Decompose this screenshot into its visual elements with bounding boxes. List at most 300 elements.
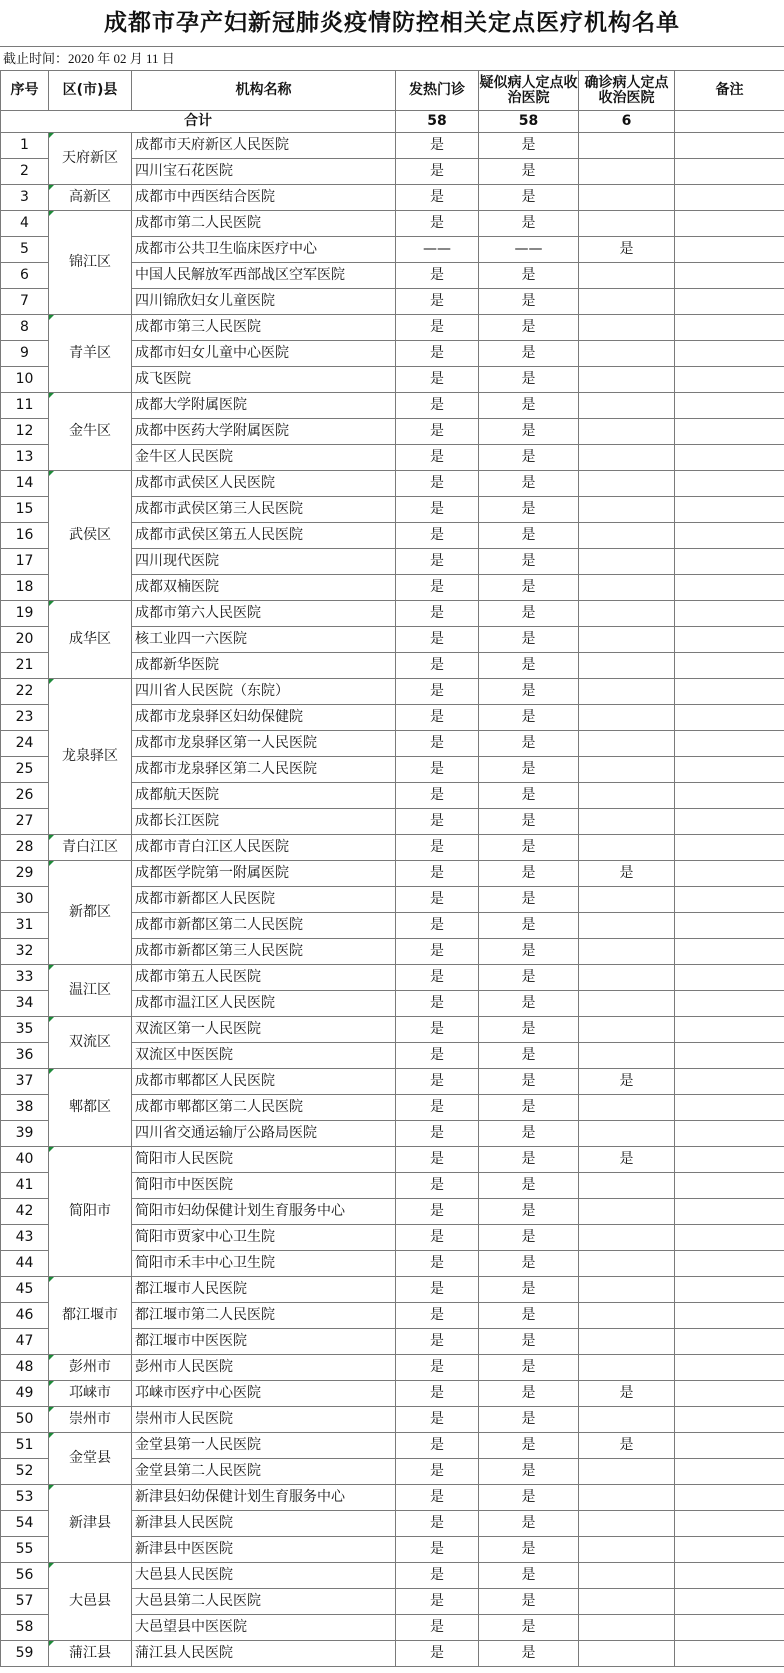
fever-clinic-cell: 是 xyxy=(396,1251,479,1277)
confirmed-hospital-cell xyxy=(579,419,675,445)
fever-clinic-cell: 是 xyxy=(396,471,479,497)
suspected-hospital-cell: 是 xyxy=(479,1277,579,1303)
note-cell xyxy=(675,627,784,653)
as-of-label: 截止时间： xyxy=(3,52,69,67)
row-number: 15 xyxy=(1,497,49,523)
confirmed-hospital-cell: 是 xyxy=(579,1069,675,1095)
district-cell: 金牛区 xyxy=(49,393,132,471)
confirmed-hospital-cell: 是 xyxy=(579,1147,675,1173)
suspected-hospital-cell: 是 xyxy=(479,809,579,835)
district-cell: 新都区 xyxy=(49,861,132,965)
suspected-hospital-cell: 是 xyxy=(479,1407,579,1433)
confirmed-hospital-cell xyxy=(579,1407,675,1433)
fever-clinic-cell: 是 xyxy=(396,1641,479,1667)
district-cell: 邛崃市 xyxy=(49,1381,132,1407)
note-cell xyxy=(675,1303,784,1329)
row-number: 1 xyxy=(1,133,49,159)
table-row xyxy=(1,133,784,159)
note-cell xyxy=(675,1537,784,1563)
row-number: 56 xyxy=(1,1563,49,1589)
table-row xyxy=(1,1433,784,1459)
fever-clinic-cell: 是 xyxy=(396,783,479,809)
fever-clinic-cell: 是 xyxy=(396,653,479,679)
suspected-hospital-cell: 是 xyxy=(479,367,579,393)
suspected-hospital-cell: 是 xyxy=(479,1147,579,1173)
institution-name: 成都大学附属医院 xyxy=(132,393,396,419)
table-row xyxy=(1,861,784,887)
institution-name: 成都医学院第一附属医院 xyxy=(132,861,396,887)
note-cell xyxy=(675,289,784,315)
confirmed-hospital-cell xyxy=(579,913,675,939)
suspected-hospital-cell: 是 xyxy=(479,835,579,861)
fever-clinic-cell: 是 xyxy=(396,549,479,575)
row-number: 26 xyxy=(1,783,49,809)
institution-name: 成都市中西医结合医院 xyxy=(132,185,396,211)
confirmed-hospital-cell xyxy=(579,627,675,653)
fever-clinic-cell: 是 xyxy=(396,1563,479,1589)
fever-clinic-cell: 是 xyxy=(396,523,479,549)
suspected-hospital-cell: 是 xyxy=(479,783,579,809)
suspected-hospital-cell: 是 xyxy=(479,133,579,159)
table-row xyxy=(1,1407,784,1433)
suspected-hospital-cell: 是 xyxy=(479,731,579,757)
suspected-hospital-cell: 是 xyxy=(479,1121,579,1147)
institution-name: 成都市龙泉驿区第二人民医院 xyxy=(132,757,396,783)
institution-name: 四川宝石花医院 xyxy=(132,159,396,185)
fever-clinic-cell: 是 xyxy=(396,1511,479,1537)
district-cell: 锦江区 xyxy=(49,211,132,315)
confirmed-hospital-cell: 是 xyxy=(579,1433,675,1459)
row-number: 34 xyxy=(1,991,49,1017)
row-number: 23 xyxy=(1,705,49,731)
confirmed-hospital-cell xyxy=(579,757,675,783)
fever-clinic-cell: 是 xyxy=(396,731,479,757)
fever-clinic-cell: 是 xyxy=(396,757,479,783)
confirmed-hospital-cell xyxy=(579,1017,675,1043)
table-row xyxy=(1,1641,784,1667)
fever-clinic-cell: 是 xyxy=(396,991,479,1017)
fever-clinic-cell: 是 xyxy=(396,1225,479,1251)
institution-name: 都江堰市中医医院 xyxy=(132,1329,396,1355)
district-cell: 青羊区 xyxy=(49,315,132,393)
header-row xyxy=(1,71,784,111)
note-cell xyxy=(675,705,784,731)
row-number: 27 xyxy=(1,809,49,835)
fever-clinic-cell: 是 xyxy=(396,939,479,965)
suspected-hospital-cell: 是 xyxy=(479,1511,579,1537)
row-number: 2 xyxy=(1,159,49,185)
row-number: 4 xyxy=(1,211,49,237)
institution-name: 成都市武侯区第三人民医院 xyxy=(132,497,396,523)
row-number: 49 xyxy=(1,1381,49,1407)
institution-name: 成都新华医院 xyxy=(132,653,396,679)
institution-name: 成都双楠医院 xyxy=(132,575,396,601)
fever-clinic-cell: 是 xyxy=(396,913,479,939)
note-cell xyxy=(675,341,784,367)
note-cell xyxy=(675,1641,784,1667)
note-cell xyxy=(675,835,784,861)
row-number: 22 xyxy=(1,679,49,705)
fever-clinic-cell: 是 xyxy=(396,575,479,601)
institution-name: 大邑县人民医院 xyxy=(132,1563,396,1589)
note-cell xyxy=(675,393,784,419)
confirmed-hospital-cell xyxy=(579,497,675,523)
confirmed-hospital-cell xyxy=(579,1303,675,1329)
note-cell xyxy=(675,1147,784,1173)
table-row xyxy=(1,835,784,861)
row-number: 52 xyxy=(1,1459,49,1485)
table-row xyxy=(1,211,784,237)
row-number: 43 xyxy=(1,1225,49,1251)
header-note: 备注 xyxy=(675,71,784,111)
suspected-hospital-cell: 是 xyxy=(479,627,579,653)
suspected-hospital-cell: 是 xyxy=(479,1225,579,1251)
confirmed-hospital-cell xyxy=(579,211,675,237)
fever-clinic-cell: 是 xyxy=(396,263,479,289)
note-cell xyxy=(675,1615,784,1641)
note-cell xyxy=(675,1225,784,1251)
note-cell xyxy=(675,445,784,471)
institution-name: 成都市第二人民医院 xyxy=(132,211,396,237)
district-cell: 崇州市 xyxy=(49,1407,132,1433)
row-number: 8 xyxy=(1,315,49,341)
total-fever: 58 xyxy=(396,111,479,133)
row-number: 6 xyxy=(1,263,49,289)
district-cell: 都江堰市 xyxy=(49,1277,132,1355)
note-cell xyxy=(675,237,784,263)
suspected-hospital-cell: 是 xyxy=(479,705,579,731)
fever-clinic-cell: 是 xyxy=(396,679,479,705)
row-number: 50 xyxy=(1,1407,49,1433)
fever-clinic-cell: 是 xyxy=(396,1173,479,1199)
confirmed-hospital-cell xyxy=(579,523,675,549)
confirmed-hospital-cell xyxy=(579,159,675,185)
note-cell xyxy=(675,679,784,705)
note-cell xyxy=(675,1121,784,1147)
note-cell xyxy=(675,315,784,341)
suspected-hospital-cell: 是 xyxy=(479,679,579,705)
institution-name: 新津县妇幼保健计划生育服务中心 xyxy=(132,1485,396,1511)
suspected-hospital-cell: 是 xyxy=(479,913,579,939)
fever-clinic-cell: 是 xyxy=(396,1329,479,1355)
total-confirmed: 6 xyxy=(579,111,675,133)
row-number: 41 xyxy=(1,1173,49,1199)
confirmed-hospital-cell xyxy=(579,887,675,913)
row-number: 13 xyxy=(1,445,49,471)
institution-name: 都江堰市人民医院 xyxy=(132,1277,396,1303)
institution-name: 成都市新都区第二人民医院 xyxy=(132,913,396,939)
institution-name: 成飞医院 xyxy=(132,367,396,393)
fever-clinic-cell: 是 xyxy=(396,887,479,913)
fever-clinic-cell: 是 xyxy=(396,1069,479,1095)
note-cell xyxy=(675,1433,784,1459)
confirmed-hospital-cell xyxy=(579,289,675,315)
header-suspected: 疑似病人定点收治医院 xyxy=(479,71,579,111)
total-note xyxy=(675,111,784,133)
fever-clinic-cell: 是 xyxy=(396,861,479,887)
suspected-hospital-cell: 是 xyxy=(479,1563,579,1589)
confirmed-hospital-cell xyxy=(579,393,675,419)
fever-clinic-cell: 是 xyxy=(396,835,479,861)
row-number: 5 xyxy=(1,237,49,263)
institution-name: 四川省人民医院（东院） xyxy=(132,679,396,705)
fever-clinic-cell: 是 xyxy=(396,1303,479,1329)
header-district: 区(市)县 xyxy=(49,71,132,111)
confirmed-hospital-cell xyxy=(579,679,675,705)
row-number: 18 xyxy=(1,575,49,601)
row-number: 51 xyxy=(1,1433,49,1459)
note-cell xyxy=(675,1173,784,1199)
fever-clinic-cell: 是 xyxy=(396,1589,479,1615)
row-number: 17 xyxy=(1,549,49,575)
row-number: 30 xyxy=(1,887,49,913)
suspected-hospital-cell: 是 xyxy=(479,1641,579,1667)
district-cell: 大邑县 xyxy=(49,1563,132,1641)
suspected-hospital-cell: 是 xyxy=(479,1069,579,1095)
row-number: 39 xyxy=(1,1121,49,1147)
institution-name: 成都市龙泉驿区第一人民医院 xyxy=(132,731,396,757)
header-name: 机构名称 xyxy=(132,71,396,111)
fever-clinic-cell: 是 xyxy=(396,1459,479,1485)
confirmed-hospital-cell xyxy=(579,601,675,627)
institution-name: 成都市龙泉驿区妇幼保健院 xyxy=(132,705,396,731)
confirmed-hospital-cell xyxy=(579,783,675,809)
note-cell xyxy=(675,1381,784,1407)
table-row xyxy=(1,1563,784,1589)
institution-name: 成都航天医院 xyxy=(132,783,396,809)
row-number: 31 xyxy=(1,913,49,939)
row-number: 25 xyxy=(1,757,49,783)
as-of-line xyxy=(0,47,784,71)
institution-name: 成都市郫都区第二人民医院 xyxy=(132,1095,396,1121)
district-cell: 高新区 xyxy=(49,185,132,211)
confirmed-hospital-cell xyxy=(579,1537,675,1563)
note-cell xyxy=(675,887,784,913)
confirmed-hospital-cell xyxy=(579,133,675,159)
note-cell xyxy=(675,1511,784,1537)
suspected-hospital-cell: 是 xyxy=(479,1251,579,1277)
district-cell: 龙泉驿区 xyxy=(49,679,132,835)
row-number: 11 xyxy=(1,393,49,419)
fever-clinic-cell: 是 xyxy=(396,1537,479,1563)
fever-clinic-cell: 是 xyxy=(396,1199,479,1225)
table-row xyxy=(1,679,784,705)
institution-name: 大邑望县中医医院 xyxy=(132,1615,396,1641)
row-number: 3 xyxy=(1,185,49,211)
fever-clinic-cell: 是 xyxy=(396,1355,479,1381)
row-number: 42 xyxy=(1,1199,49,1225)
institution-name: 简阳市中医医院 xyxy=(132,1173,396,1199)
table-row xyxy=(1,315,784,341)
institution-name: 新津县中医医院 xyxy=(132,1537,396,1563)
institution-name: 金牛区人民医院 xyxy=(132,445,396,471)
confirmed-hospital-cell xyxy=(579,1225,675,1251)
confirmed-hospital-cell xyxy=(579,1043,675,1069)
fever-clinic-cell: 是 xyxy=(396,1277,479,1303)
row-number: 35 xyxy=(1,1017,49,1043)
suspected-hospital-cell: 是 xyxy=(479,211,579,237)
confirmed-hospital-cell xyxy=(579,445,675,471)
fever-clinic-cell: 是 xyxy=(396,497,479,523)
table-row xyxy=(1,185,784,211)
header-confirmed: 确诊病人定点收治医院 xyxy=(579,71,675,111)
institution-name: 新津县人民医院 xyxy=(132,1511,396,1537)
note-cell xyxy=(675,913,784,939)
row-number: 57 xyxy=(1,1589,49,1615)
row-number: 59 xyxy=(1,1641,49,1667)
institution-name: 成都市妇女儿童中心医院 xyxy=(132,341,396,367)
note-cell xyxy=(675,731,784,757)
row-number: 58 xyxy=(1,1615,49,1641)
row-number: 53 xyxy=(1,1485,49,1511)
note-cell xyxy=(675,1459,784,1485)
institution-name: 简阳市人民医院 xyxy=(132,1147,396,1173)
confirmed-hospital-cell xyxy=(579,1615,675,1641)
header-no: 序号 xyxy=(1,71,49,111)
note-cell xyxy=(675,263,784,289)
confirmed-hospital-cell xyxy=(579,965,675,991)
district-cell: 双流区 xyxy=(49,1017,132,1069)
note-cell xyxy=(675,1095,784,1121)
district-cell: 蒲江县 xyxy=(49,1641,132,1667)
institution-name: 金堂县第一人民医院 xyxy=(132,1433,396,1459)
district-cell: 青白江区 xyxy=(49,835,132,861)
note-cell xyxy=(675,549,784,575)
fever-clinic-cell: 是 xyxy=(396,445,479,471)
row-number: 47 xyxy=(1,1329,49,1355)
suspected-hospital-cell: 是 xyxy=(479,159,579,185)
fever-clinic-cell: 是 xyxy=(396,809,479,835)
institution-name: 成都市新都区人民医院 xyxy=(132,887,396,913)
fever-clinic-cell: 是 xyxy=(396,627,479,653)
suspected-hospital-cell: 是 xyxy=(479,861,579,887)
table-row xyxy=(1,1355,784,1381)
institution-name: 核工业四一六医院 xyxy=(132,627,396,653)
fever-clinic-cell: 是 xyxy=(396,1615,479,1641)
note-cell xyxy=(675,991,784,1017)
institution-name: 成都市武侯区人民医院 xyxy=(132,471,396,497)
table-row xyxy=(1,471,784,497)
institution-name: 金堂县第二人民医院 xyxy=(132,1459,396,1485)
row-number: 12 xyxy=(1,419,49,445)
table-row xyxy=(1,965,784,991)
suspected-hospital-cell: 是 xyxy=(479,1485,579,1511)
row-number: 54 xyxy=(1,1511,49,1537)
note-cell xyxy=(675,757,784,783)
institution-name: 简阳市妇幼保健计划生育服务中心 xyxy=(132,1199,396,1225)
row-number: 38 xyxy=(1,1095,49,1121)
row-number: 45 xyxy=(1,1277,49,1303)
confirmed-hospital-cell xyxy=(579,1199,675,1225)
fever-clinic-cell: 是 xyxy=(396,1043,479,1069)
institution-name: 成都市第三人民医院 xyxy=(132,315,396,341)
institution-name: 都江堰市第二人民医院 xyxy=(132,1303,396,1329)
district-cell: 彭州市 xyxy=(49,1355,132,1381)
note-cell xyxy=(675,1199,784,1225)
confirmed-hospital-cell xyxy=(579,1589,675,1615)
confirmed-hospital-cell xyxy=(579,263,675,289)
note-cell xyxy=(675,601,784,627)
confirmed-hospital-cell xyxy=(579,1251,675,1277)
suspected-hospital-cell: 是 xyxy=(479,1043,579,1069)
suspected-hospital-cell: 是 xyxy=(479,653,579,679)
total-row xyxy=(1,111,784,133)
note-cell xyxy=(675,1589,784,1615)
confirmed-hospital-cell xyxy=(579,1355,675,1381)
suspected-hospital-cell: 是 xyxy=(479,601,579,627)
confirmed-hospital-cell xyxy=(579,315,675,341)
institution-name: 成都市温江区人民医院 xyxy=(132,991,396,1017)
confirmed-hospital-cell xyxy=(579,1485,675,1511)
confirmed-hospital-cell xyxy=(579,1095,675,1121)
note-cell xyxy=(675,1329,784,1355)
fever-clinic-cell: 是 xyxy=(396,1095,479,1121)
suspected-hospital-cell: 是 xyxy=(479,315,579,341)
district-cell: 天府新区 xyxy=(49,133,132,185)
row-number: 46 xyxy=(1,1303,49,1329)
institution-name: 成都市郫都区人民医院 xyxy=(132,1069,396,1095)
fever-clinic-cell: —— xyxy=(396,237,479,263)
table-row xyxy=(1,601,784,627)
institution-name: 彭州市人民医院 xyxy=(132,1355,396,1381)
district-cell: 新津县 xyxy=(49,1485,132,1563)
table-row xyxy=(1,1147,784,1173)
as-of-date: 2020 年 02 月 11 日 xyxy=(68,51,175,66)
total-suspected: 58 xyxy=(479,111,579,133)
fever-clinic-cell: 是 xyxy=(396,1121,479,1147)
confirmed-hospital-cell xyxy=(579,1329,675,1355)
note-cell xyxy=(675,471,784,497)
confirmed-hospital-cell xyxy=(579,1121,675,1147)
institution-name: 成都市第五人民医院 xyxy=(132,965,396,991)
table-row xyxy=(1,393,784,419)
row-number: 9 xyxy=(1,341,49,367)
fever-clinic-cell: 是 xyxy=(396,289,479,315)
suspected-hospital-cell: 是 xyxy=(479,1459,579,1485)
institution-name: 成都中医药大学附属医院 xyxy=(132,419,396,445)
district-cell: 成华区 xyxy=(49,601,132,679)
suspected-hospital-cell: 是 xyxy=(479,887,579,913)
institution-name: 双流区中医医院 xyxy=(132,1043,396,1069)
confirmed-hospital-cell: 是 xyxy=(579,1381,675,1407)
confirmed-hospital-cell xyxy=(579,1277,675,1303)
institution-table xyxy=(0,70,784,1667)
fever-clinic-cell: 是 xyxy=(396,367,479,393)
suspected-hospital-cell: 是 xyxy=(479,497,579,523)
fever-clinic-cell: 是 xyxy=(396,1017,479,1043)
row-number: 48 xyxy=(1,1355,49,1381)
suspected-hospital-cell: 是 xyxy=(479,965,579,991)
confirmed-hospital-cell xyxy=(579,991,675,1017)
table-row xyxy=(1,1485,784,1511)
fever-clinic-cell: 是 xyxy=(396,705,479,731)
fever-clinic-cell: 是 xyxy=(396,1407,479,1433)
note-cell xyxy=(675,497,784,523)
note-cell xyxy=(675,939,784,965)
suspected-hospital-cell: 是 xyxy=(479,263,579,289)
fever-clinic-cell: 是 xyxy=(396,159,479,185)
confirmed-hospital-cell xyxy=(579,575,675,601)
suspected-hospital-cell: 是 xyxy=(479,1095,579,1121)
note-cell xyxy=(675,523,784,549)
confirmed-hospital-cell: 是 xyxy=(579,237,675,263)
header-fever: 发热门诊 xyxy=(396,71,479,111)
fever-clinic-cell: 是 xyxy=(396,393,479,419)
suspected-hospital-cell: 是 xyxy=(479,939,579,965)
confirmed-hospital-cell xyxy=(579,809,675,835)
note-cell xyxy=(675,1043,784,1069)
institution-name: 四川锦欣妇女儿童医院 xyxy=(132,289,396,315)
